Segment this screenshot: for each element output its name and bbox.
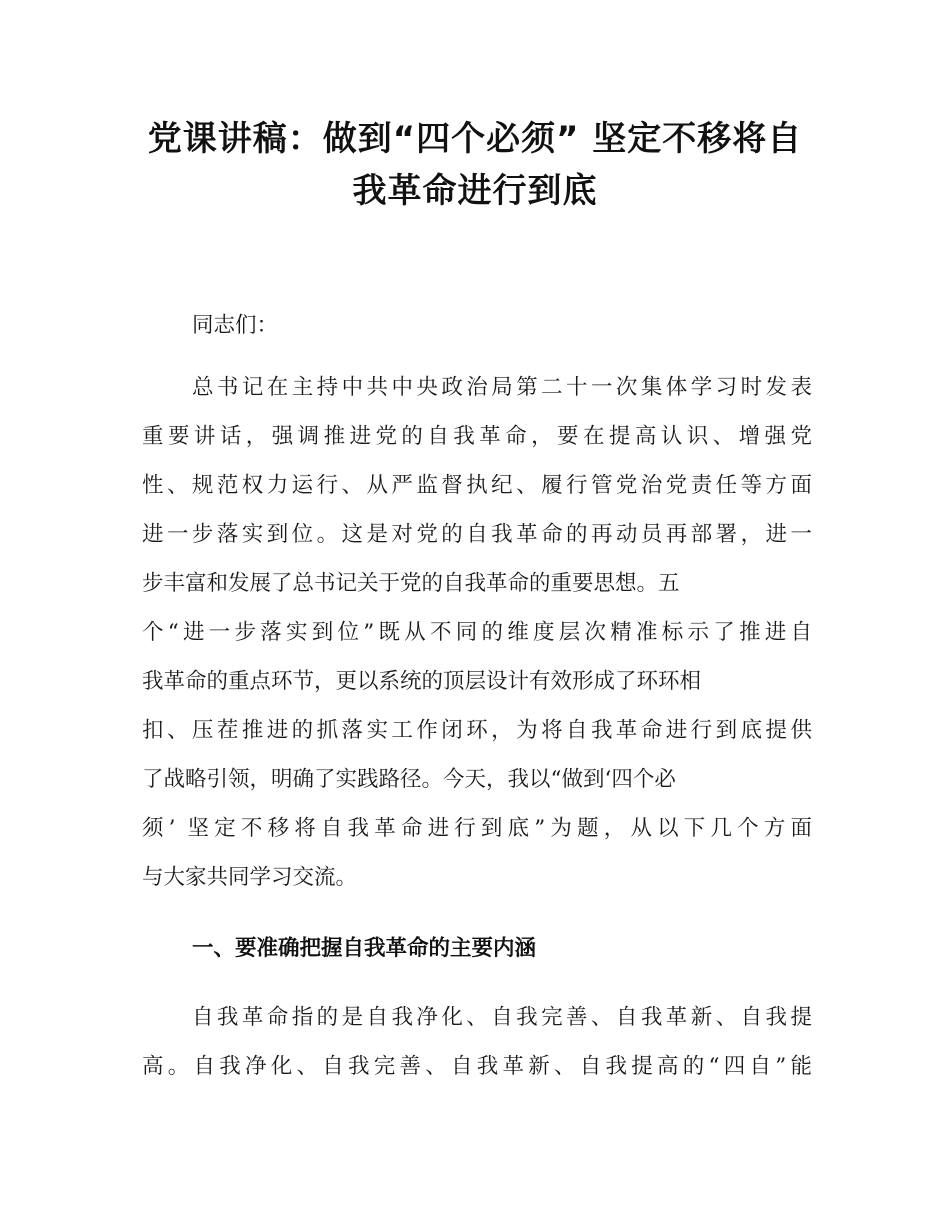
section-paragraph bbox=[142, 998, 812, 1096]
paragraph-line: 与大家共同学习交流。 bbox=[142, 865, 358, 890]
paragraph-line: 扣、压茬推进的抓落实工作闭环，为将自我革命进行到底提供 bbox=[142, 718, 812, 743]
paragraph-line: 总书记在主持中共中央政治局第二十一次集体学习时发表 bbox=[192, 375, 812, 400]
paragraph-line: 须’ 坚定不移将自我革命进行到底”为题，从以下几个方面 bbox=[142, 816, 812, 841]
document-title bbox=[100, 113, 850, 217]
paragraph-line: 进一步落实到位。这是对党的自我革命的再动员再部署，进一 bbox=[142, 522, 812, 547]
paragraph-line: 我革命的重点环节，更以系统的顶层设计有效形成了环环相 bbox=[142, 669, 702, 694]
section-heading: 一、要准确把握自我革命的主要内涵 bbox=[192, 936, 537, 961]
paragraph-line: 重要讲话，强调推进党的自我革命，要在提高认识、增强党 bbox=[142, 424, 812, 449]
paragraph-line: 个“进一步落实到位”既从不同的维度层次精准标示了推进自 bbox=[142, 620, 812, 645]
title-line: 党课讲稿：做到“四个必须” 坚定不移将自 bbox=[147, 119, 803, 159]
greeting: 同志们： bbox=[192, 313, 279, 338]
paragraph-line: 高。自我净化、自我完善、自我革新、自我提高的“四自”能 bbox=[142, 1054, 812, 1079]
paragraph-line: 自我革命指的是自我净化、自我完善、自我革新、自我提 bbox=[192, 1005, 812, 1030]
title-line: 我革命进行到底 bbox=[352, 171, 598, 211]
paragraph-line: 性、规范权力运行、从严监督执纪、履行管党治党责任等方面 bbox=[142, 473, 812, 498]
paragraph-line: 步丰富和发展了总书记关于党的自我革命的重要思想。五 bbox=[142, 571, 680, 596]
paragraph-line: 了战略引领，明确了实践路径。今天，我以“做到‘四个必 bbox=[142, 767, 676, 792]
intro-paragraph bbox=[142, 368, 812, 907]
